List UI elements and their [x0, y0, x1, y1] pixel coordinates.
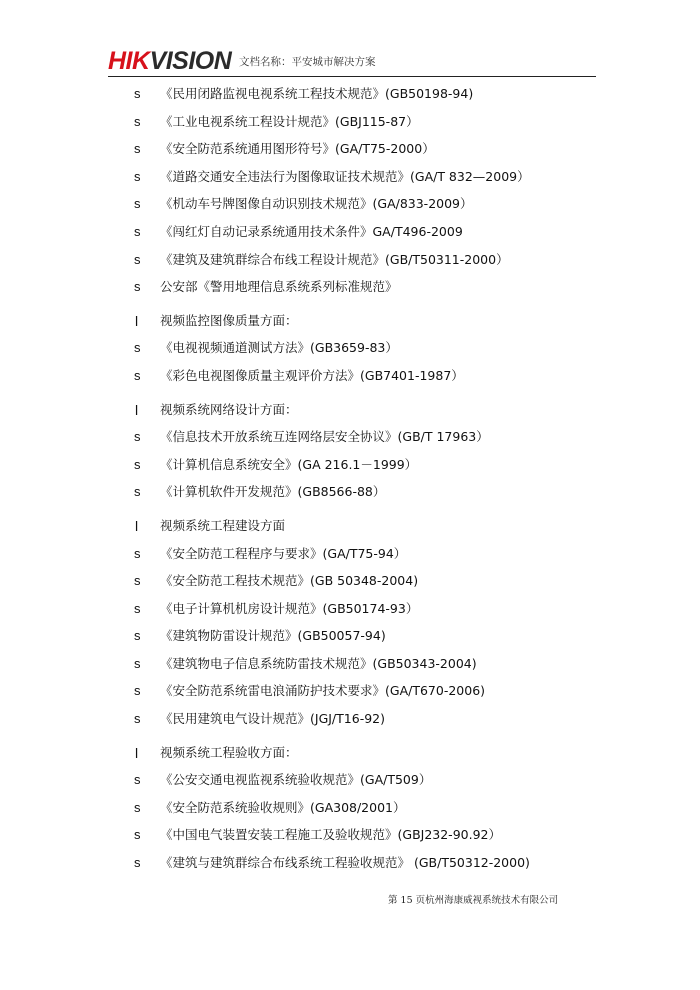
list-item [134, 84, 604, 112]
bullet-marker: s [134, 711, 141, 727]
standard-title: 《安全防范系统验收规则》(GA308/2001） [160, 799, 406, 815]
bullet-marker: s [134, 168, 141, 184]
logo-vision-text: VISION [149, 47, 232, 75]
bullet-marker: s [134, 484, 141, 500]
bullet-marker: s [134, 772, 141, 788]
standard-title: 公安部《警用地理信息系统系列标准规范》 [160, 279, 398, 295]
list-item [134, 338, 604, 366]
list-item [134, 222, 604, 250]
bullet-marker: s [134, 340, 141, 356]
list-item [134, 825, 604, 853]
bullet-marker: s [134, 600, 141, 616]
list-item [134, 571, 604, 599]
list-item [134, 112, 604, 140]
section-heading [134, 743, 604, 771]
bullet-marker: s [134, 545, 141, 561]
list-item [134, 194, 604, 222]
bullet-marker: s [134, 113, 141, 129]
bullet-marker: s [134, 855, 141, 871]
bullet-marker: s [134, 655, 141, 671]
standard-title: 《彩色电视图像质量主观评价方法》(GB7401-1987） [160, 367, 464, 383]
list-item [134, 626, 604, 654]
standard-title: 《安全防范系统通用图形符号》(GA/T75-2000） [160, 141, 435, 157]
standard-title: 《安全防范工程技术规范》(GB 50348-2004) [160, 573, 419, 589]
bullet-marker: s [134, 456, 141, 472]
list-item [134, 277, 604, 305]
bullet-marker: s [134, 251, 141, 267]
section-heading [134, 516, 604, 544]
bullet-marker: l [135, 517, 139, 534]
bullet-marker: l [135, 744, 139, 761]
standard-title: 《建筑物防雷设计规范》(GB50057-94) [160, 628, 386, 644]
list-item [134, 654, 604, 682]
list-item [134, 366, 604, 394]
bullet-marker: s [134, 279, 141, 295]
bullet-marker: s [134, 799, 141, 815]
logo-hik-text: HIK [108, 47, 150, 75]
bullet-marker: s [134, 628, 141, 644]
list-item [134, 167, 604, 195]
standard-title: 《信息技术开放系统互连网络层安全协议》(GB/T 17963） [160, 429, 489, 445]
list-item [134, 250, 604, 278]
section-heading-text: 视频系统工程建设方面 [160, 517, 286, 533]
bullet-marker: s [134, 367, 141, 383]
bullet-marker: s [134, 573, 141, 589]
list-item [134, 455, 604, 483]
list-item [134, 709, 604, 737]
list-item [134, 427, 604, 455]
bullet-marker: s [134, 86, 141, 101]
standard-title: 《民用闭路监视电视系统工程技术规范》(GB50198-94) [160, 86, 474, 101]
standard-title: 《建筑与建筑群综合布线系统工程验收规范》 (GB/T50312-2000) [160, 855, 530, 871]
standard-title: 《计算机软件开发规范》(GB8566-88） [160, 484, 386, 500]
standard-title: 《电视视频通道测试方法》(GB3659-83） [160, 340, 398, 356]
page-header [108, 42, 596, 78]
bullet-marker: s [134, 827, 141, 843]
standard-title: 《机动车号牌图像自动识别技术规范》(GA/833-2009） [160, 196, 473, 212]
bullet-marker: l [135, 312, 139, 329]
list-item [134, 139, 604, 167]
list-item [134, 599, 604, 627]
document-name: 文档名称：平安城市解决方案 [239, 56, 376, 68]
standards-list [134, 84, 604, 881]
standard-title: 《民用建筑电气设计规范》(JGJ/T16-92) [160, 711, 385, 727]
standard-title: 《安全防范工程程序与要求》(GA/T75-94） [160, 545, 407, 561]
bullet-marker: s [134, 429, 141, 445]
section-heading-text: 视频系统工程验收方面： [160, 744, 298, 760]
standard-title: 《中国电气装置安装工程施工及验收规范》(GBJ232-90.92） [160, 827, 501, 843]
list-item [134, 544, 604, 572]
standard-title: 《闯红灯自动记录系统通用技术条件》GA/T496-2009 [160, 223, 463, 239]
standard-title: 《道路交通安全违法行为图像取证技术规范》(GA/T 832—2009） [160, 168, 530, 184]
bullet-marker: s [134, 223, 141, 239]
standard-title: 《工业电视系统工程设计规范》(GBJ115-87） [160, 113, 419, 129]
list-item [134, 853, 604, 881]
bullet-marker: s [134, 141, 141, 157]
section-heading [134, 400, 604, 428]
standard-title: 《公安交通电视监视系统验收规范》(GA/T509） [160, 772, 432, 788]
standard-title: 《建筑物电子信息系统防雷技术规范》(GB50343-2004) [160, 655, 477, 671]
section-heading [134, 311, 604, 339]
standard-title: 《建筑及建筑群综合布线工程设计规范》(GB/T50311-2000） [160, 251, 509, 267]
standard-title: 《计算机信息系统安全》(GA 216.1－1999） [160, 456, 418, 472]
list-item [134, 681, 604, 709]
section-heading-text: 视频监控图像质量方面： [160, 312, 298, 328]
standard-title: 《电子计算机机房设计规范》(GB50174-93） [160, 600, 419, 616]
bullet-marker: s [134, 683, 141, 699]
list-item [134, 770, 604, 798]
list-item [134, 482, 604, 510]
standard-title: 《安全防范系统雷电浪涌防护技术要求》(GA/T670-2006) [160, 683, 486, 699]
bullet-marker: s [134, 196, 141, 212]
hikvision-logo [108, 46, 231, 76]
list-item [134, 798, 604, 826]
section-heading-text: 视频系统网络设计方面： [160, 401, 298, 417]
page-footer: 第 15 页杭州海康威视系统技术有限公司 [388, 895, 559, 906]
bullet-marker: l [135, 401, 139, 418]
header-divider [108, 76, 596, 77]
